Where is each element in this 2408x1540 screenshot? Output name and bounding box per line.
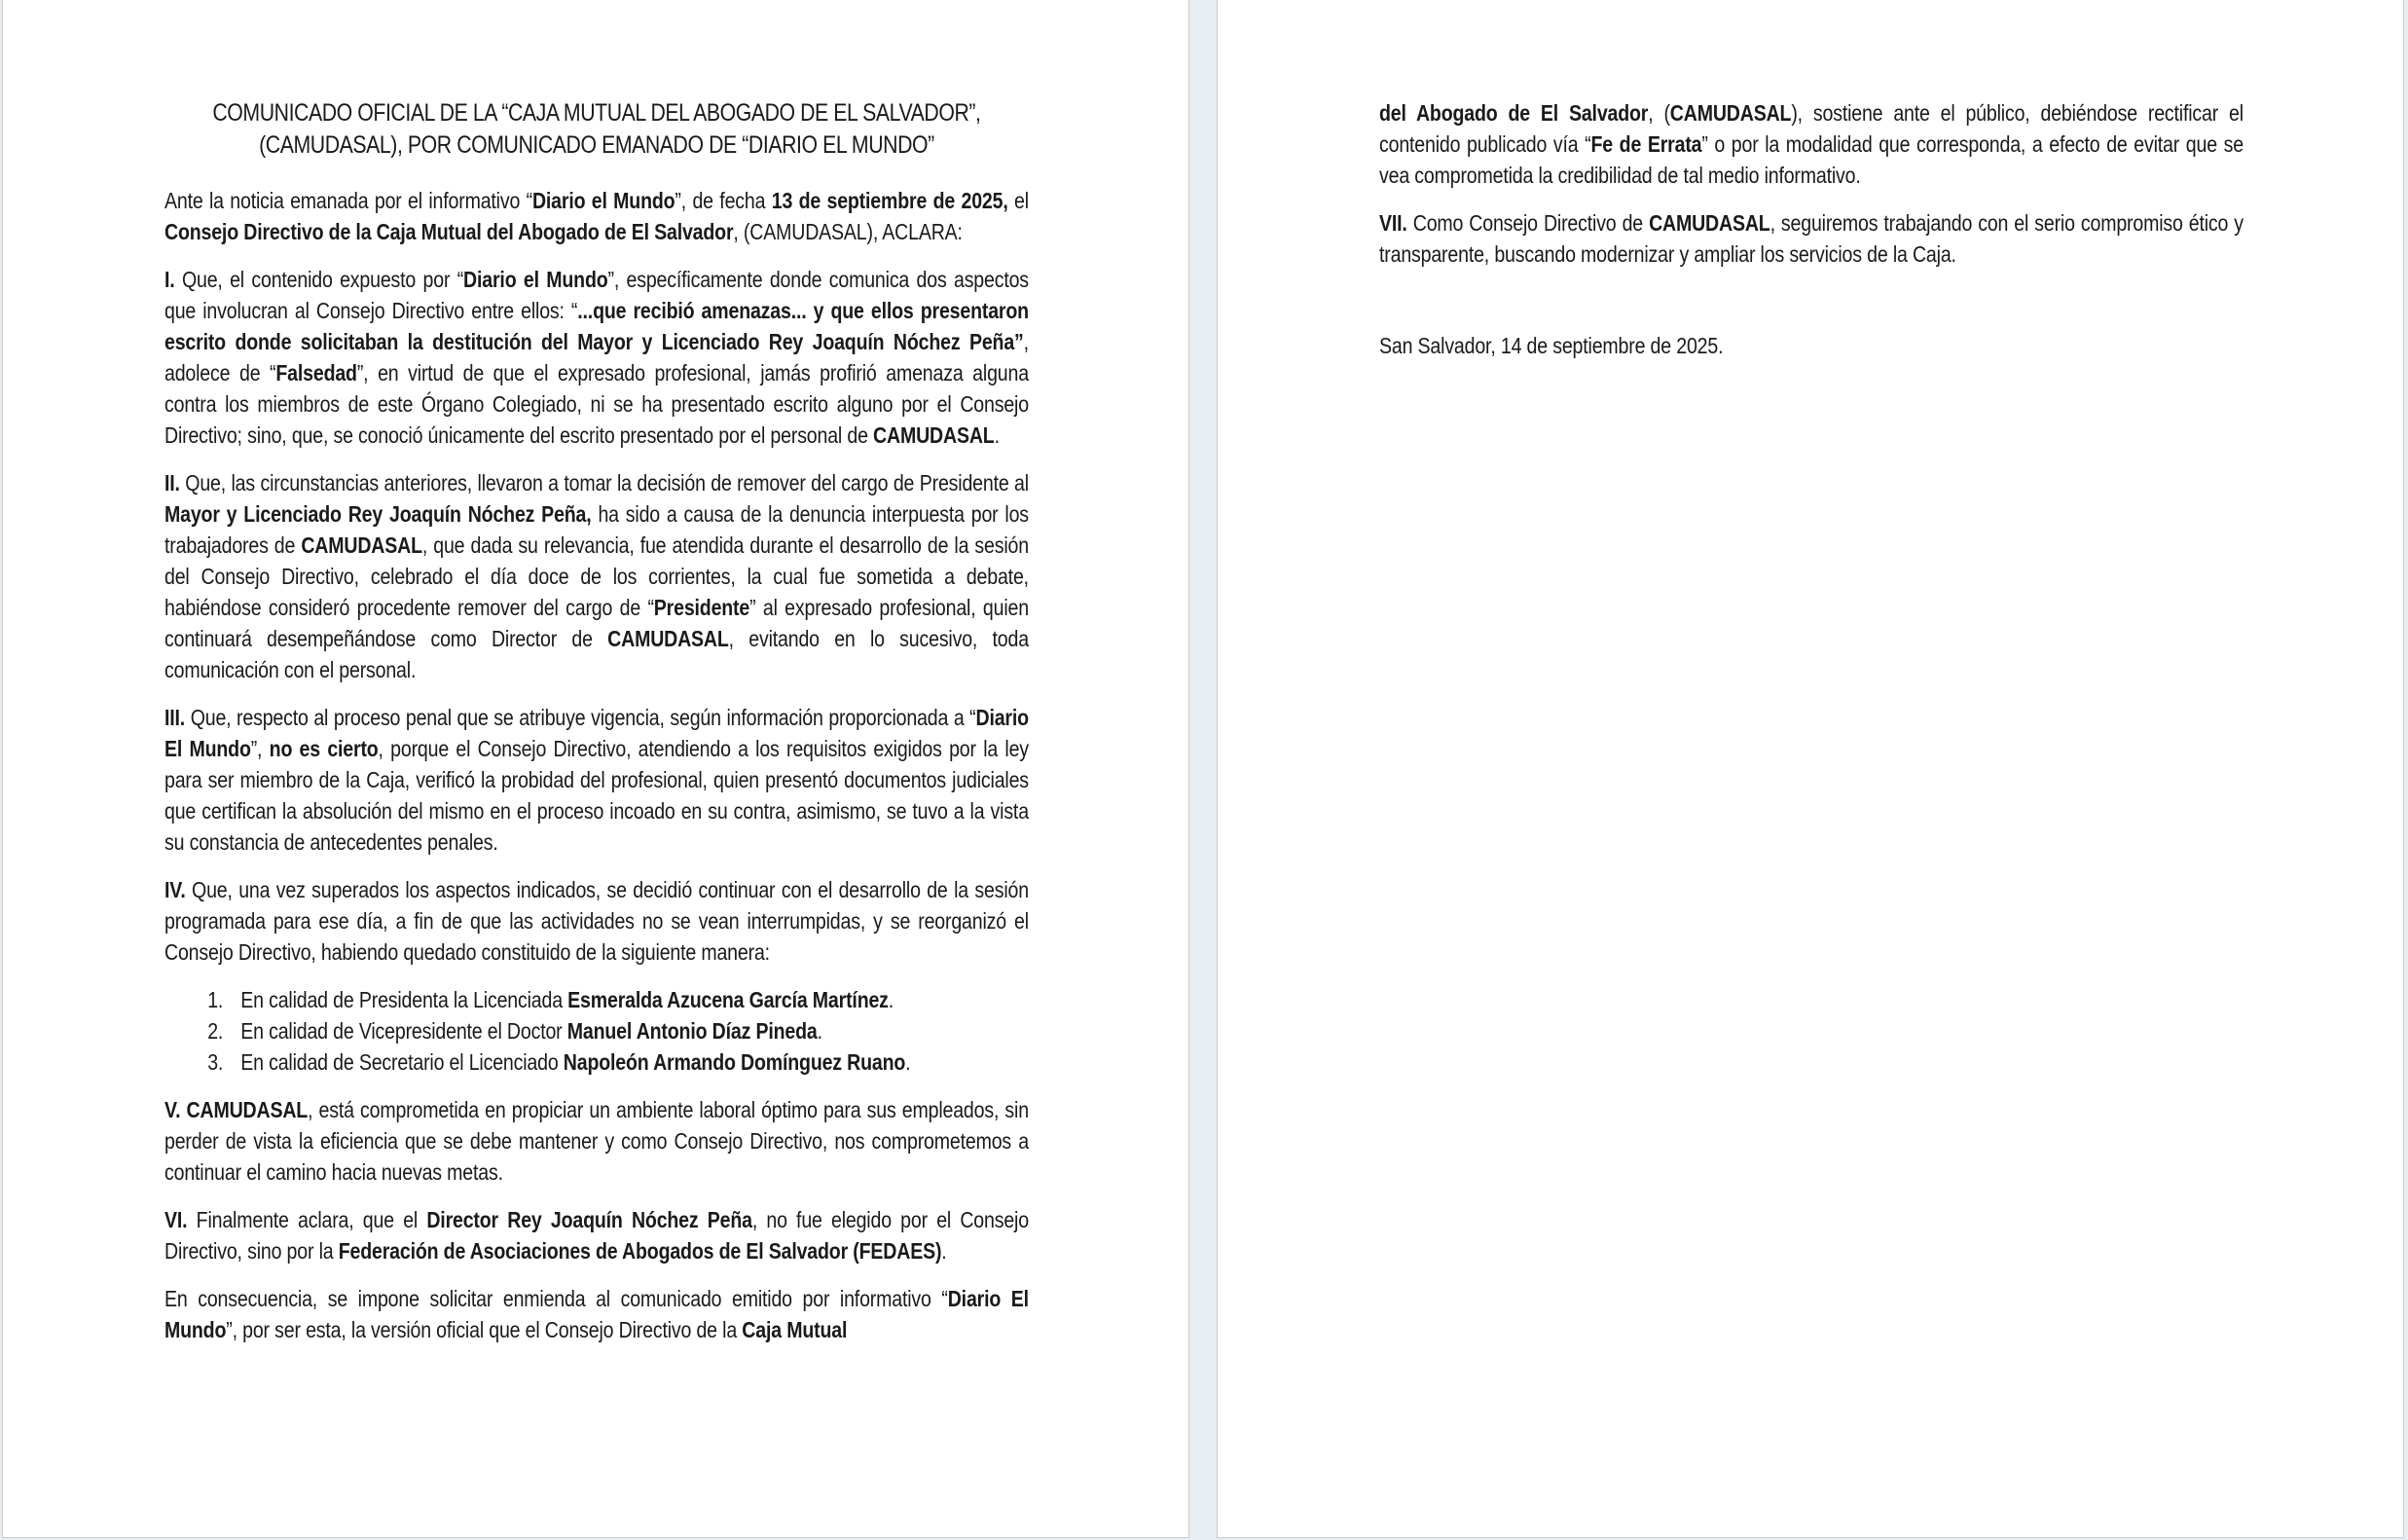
paragraph-v: V. CAMUDASAL, está comprometida en propiciar un ambiente laboral óptimo para sus empleados, sin perder de vista la eficiencia que se debe mantener y como Consejo Directivo, nos comprometemos a continuar el camino hacia nuevas metas. bbox=[164, 1097, 1029, 1185]
document-title bbox=[164, 97, 1029, 162]
page-2-content bbox=[1379, 97, 2244, 361]
list-item-text: En calidad de Presidenta la Licenciada Esmeralda Azucena García Martínez. bbox=[240, 987, 894, 1012]
document-title-line-2: (CAMUDASAL), POR COMUNICADO EMANADO DE “DIARIO EL MUNDO” bbox=[259, 131, 934, 159]
paragraph-ii: II. Que, las circunstancias anteriores, llevaron a tomar la decisión de remover del cargo de Presidente al Mayor y Licenciado Rey Joaquín Nóchez Peña, ha sido a causa de la denuncia interpuesta por los trabajadores de CAMUDASAL, que dada su relevancia, fue atendida durante el desarrollo de la sesión del Consejo Directivo, celebrado el día doce de los corrientes, la cual fue sometida a debate, habiéndose consideró procedente remover del cargo de “Presidente” al expresado profesional, quien continuará desempeñándose como Director de CAMUDASAL, evitando en lo sucesivo, toda comunicación con el personal. bbox=[164, 470, 1029, 682]
paragraph-vi: VI. Finalmente aclara, que el Director Rey Joaquín Nóchez Peña, no fue elegido por el Consejo Directivo, sino por la Federación de Asociaciones de Abogados de El Salvador (FEDAES). bbox=[164, 1207, 1029, 1264]
list-item-text: En calidad de Vicepresidente el Doctor Manuel Antonio Díaz Pineda. bbox=[240, 1018, 822, 1044]
paragraph-closing: En consecuencia, se impone solicitar enmienda al comunicado emitido por informativo “Diario El Mundo”, por ser esta, la versión oficial que el Consejo Directivo de la Caja Mutual bbox=[164, 1286, 1029, 1342]
list-item-secretary bbox=[164, 1046, 1029, 1078]
list-item-vicepresident bbox=[164, 1015, 1029, 1046]
paragraph-iii: III. Que, respecto al proceso penal que se atribuye vigencia, según información proporcionada a “Diario El Mundo”, no es cierto, porque el Consejo Directivo, atendiendo a los requisitos exigidos por la ley para ser miembro de la Caja, verificó la probidad del profesional, quien presentó documentos judiciales que certifican la absolución del mismo en el proceso incoado en su contra, asimismo, se tuvo a la vista su constancia de antecedentes penales. bbox=[164, 705, 1029, 855]
board-members-list bbox=[164, 984, 1029, 1078]
paragraph-iv: IV. Que, una vez superados los aspectos indicados, se decidió continuar con el desarrollo de la sesión programada para ese día, a fin de que las actividades no se vean interrumpidas, y se reorganizó el Consejo Directivo, habiendo quedado constituido de la siguiente manera: bbox=[164, 877, 1029, 965]
page-2 bbox=[1217, 0, 2404, 1538]
paragraph-closing-continuation: del Abogado de El Salvador, (CAMUDASAL), sostiene ante el público, debiéndose rectificar el contenido publicado vía “Fe de Errata” o por la modalidad que corresponda, a efecto de evitar que se vea comprometida la credibilidad de tal medio informativo. bbox=[1379, 100, 2244, 188]
page-1-content bbox=[164, 97, 1029, 1345]
paragraph-intro: Ante la noticia emanada por el informativo “Diario el Mundo”, de fecha 13 de septiembre de 2025, el Consejo Directivo de la Caja Mutual del Abogado de El Salvador, (CAMUDASAL), ACLARA: bbox=[164, 188, 1029, 244]
list-number: 1. bbox=[207, 987, 224, 1012]
date-line: San Salvador, 14 de septiembre de 2025. bbox=[1379, 333, 1724, 358]
list-item-president bbox=[164, 984, 1029, 1015]
document-title-line-1: COMUNICADO OFICIAL DE LA “CAJA MUTUAL DEL ABOGADO DE EL SALVADOR”, bbox=[212, 99, 981, 127]
list-number: 2. bbox=[207, 1018, 224, 1044]
paragraph-i: I. Que, el contenido expuesto por “Diario el Mundo”, específicamente donde comunica dos aspectos que involucran al Consejo Directivo entre ellos: “...que recibió amenazas... y que ellos presentaron escrito donde solicitaban la destitución del Mayor y Licenciado Rey Joaquín Nóchez Peña”, adolece de “Falsedad”, en virtud de que el expresado profesional, jamás profirió amenaza alguna contra los miembros de este Órgano Colegiado, ni se ha presentado escrito alguno por el Consejo Directivo; sino, que, se conoció únicamente del escrito presentado por el personal de CAMUDASAL. bbox=[164, 267, 1029, 448]
page-1 bbox=[2, 0, 1189, 1538]
list-item-text: En calidad de Secretario el Licenciado Napoleón Armando Domínguez Ruano. bbox=[240, 1049, 911, 1075]
list-number: 3. bbox=[207, 1049, 224, 1075]
paragraph-vii: VII. Como Consejo Directivo de CAMUDASAL, seguiremos trabajando con el serio compromiso ético y transparente, buscando modernizar y ampliar los servicios de la Caja. bbox=[1379, 210, 2244, 267]
